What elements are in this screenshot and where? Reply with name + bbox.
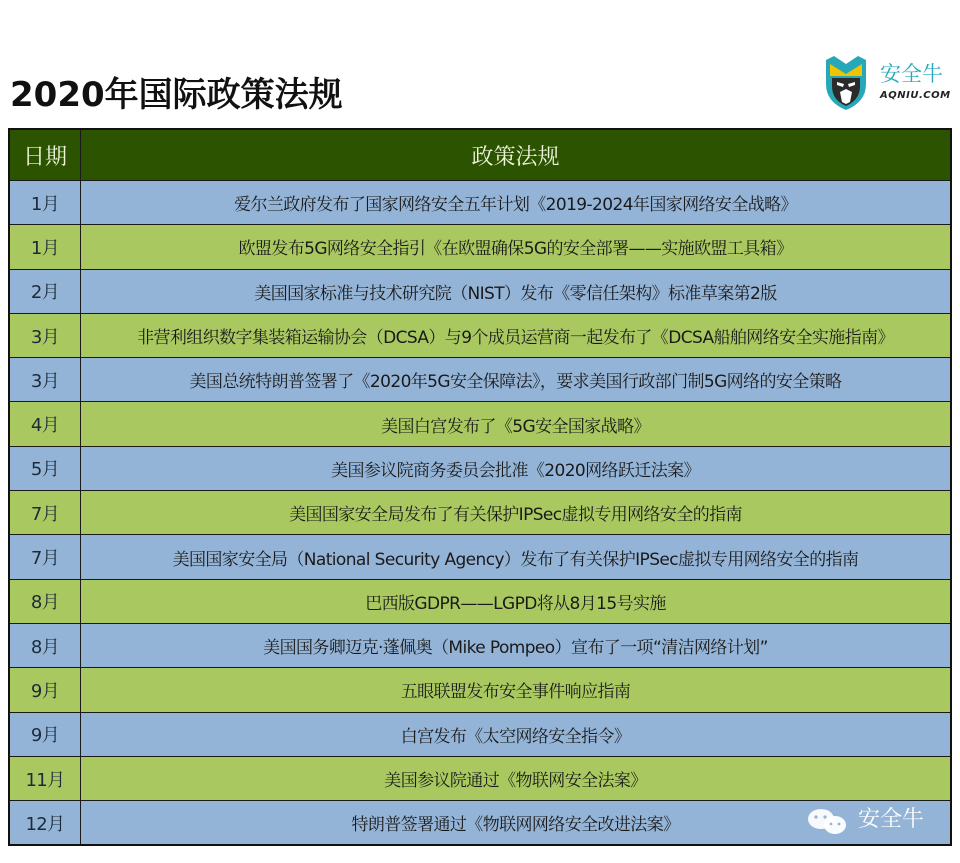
row-policy: 美国参议院通过《物联网安全法案》	[81, 756, 952, 800]
row-policy: 特朗普签署通过《物联网网络安全改进法案》	[81, 801, 952, 846]
row-date: 7月	[9, 535, 81, 579]
row-policy: 美国国务卿迈克·蓬佩奥（Mike Pompeo）宣布了一项“清洁网络计划”	[81, 623, 952, 667]
watermark-text: 安全牛	[858, 807, 925, 832]
table-header-row	[9, 129, 951, 181]
table-row	[9, 269, 951, 313]
row-policy: 美国国家安全局（National Security Agency）发布了有关保护IPSec虚拟专用网络安全的指南	[81, 535, 952, 579]
policy-table	[8, 128, 952, 846]
row-date: 9月	[9, 712, 81, 756]
shield-viking-icon	[822, 54, 870, 112]
table-row	[9, 535, 951, 579]
row-date: 3月	[9, 313, 81, 357]
table-row	[9, 491, 951, 535]
table-row	[9, 668, 951, 712]
row-date: 3月	[9, 358, 81, 402]
row-policy: 美国白宫发布了《5G安全国家战略》	[81, 402, 952, 446]
wechat-icon	[806, 808, 850, 836]
aqniu-logo	[822, 54, 952, 112]
row-policy: 非营利组织数字集装箱运输协会（DCSA）与9个成员运营商一起发布了《DCSA船舶网络安全实施指南》	[81, 313, 952, 357]
row-date: 8月	[9, 623, 81, 667]
logo-domain-text: AQNIU.COM	[880, 90, 951, 101]
row-date: 8月	[9, 579, 81, 623]
row-date: 1月	[9, 181, 81, 225]
logo-brand-text: 安全牛	[880, 62, 943, 86]
row-date: 9月	[9, 668, 81, 712]
row-date: 1月	[9, 225, 81, 269]
row-policy: 美国国家标准与技术研究院（NIST）发布《零信任架构》标准草案第2版	[81, 269, 952, 313]
table-row	[9, 402, 951, 446]
row-policy: 美国参议院商务委员会批准《2020网络跃迁法案》	[81, 446, 952, 490]
row-date: 11月	[9, 756, 81, 800]
table-row	[9, 623, 951, 667]
table-row	[9, 313, 951, 357]
table-row	[9, 712, 951, 756]
row-policy: 白宫发布《太空网络安全指令》	[81, 712, 952, 756]
row-policy: 美国国家安全局发布了有关保护IPSec虚拟专用网络安全的指南	[81, 491, 952, 535]
table-row	[9, 579, 951, 623]
header-policy: 政策法规	[81, 129, 952, 181]
table-row	[9, 446, 951, 490]
row-date: 2月	[9, 269, 81, 313]
row-policy: 欧盟发布5G网络安全指引《在欧盟确保5G的安全部署——实施欧盟工具箱》	[81, 225, 952, 269]
row-policy: 爱尔兰政府发布了国家网络安全五年计划《2019-2024年国家网络安全战略》	[81, 181, 952, 225]
table-row	[9, 358, 951, 402]
table-row	[9, 756, 951, 800]
row-date: 7月	[9, 491, 81, 535]
table-row	[9, 225, 951, 269]
row-date: 4月	[9, 402, 81, 446]
row-policy: 美国总统特朗普签署了《2020年5G安全保障法》，要求美国行政部门制5G网络的安全策略	[81, 358, 952, 402]
row-date: 12月	[9, 801, 81, 846]
header-date: 日期	[9, 129, 81, 181]
row-date: 5月	[9, 446, 81, 490]
row-policy: 巴西版GDPR——LGPD将从8月15号实施	[81, 579, 952, 623]
row-policy: 五眼联盟发布安全事件响应指南	[81, 668, 952, 712]
page-title: 2020年国际政策法规	[10, 75, 343, 115]
table-row	[9, 181, 951, 225]
